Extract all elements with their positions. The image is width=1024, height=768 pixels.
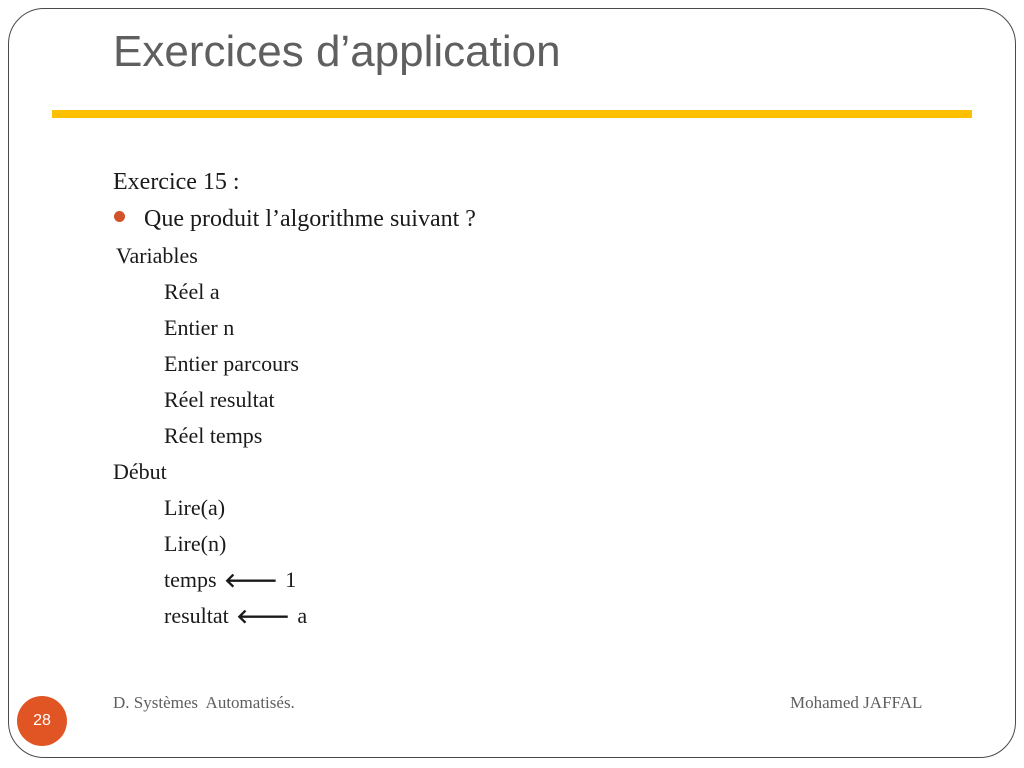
variable-declaration: Entier parcours [164,351,299,376]
assignment-line [164,605,307,627]
left-arrow-icon: 🡐 [224,568,278,592]
slide-frame [8,8,1016,758]
assignment-target: temps [164,567,217,592]
instruction-line: Lire(a) [164,495,226,520]
variable-declaration: Réel resultat [164,387,275,412]
variables-keyword: Variables [116,243,198,268]
slide-title: Exercices d’application [113,27,561,76]
page-number-badge [17,696,67,746]
footer-author: Mohamed JAFFAL [790,693,923,712]
exercise-heading: Exercice 15 : [113,169,240,195]
variable-declaration: Entier n [164,315,235,340]
begin-keyword: Début [113,459,167,484]
page-number: 28 [33,712,51,729]
assignment-value: a [297,603,308,628]
variable-declaration: Réel temps [164,423,263,448]
footer-course: D. Systèmes Automatisés. [113,693,295,712]
assignment-value: 1 [285,567,297,592]
bullet-icon [114,211,125,222]
title-underline [52,110,972,118]
instruction-line: Lire(n) [164,531,227,556]
assignment-line [164,569,296,591]
assignment-target: resultat [164,603,229,628]
question-text: Que produit l’algorithme suivant ? [144,206,476,232]
left-arrow-icon: 🡐 [236,604,290,628]
variable-declaration: Réel a [164,279,220,304]
